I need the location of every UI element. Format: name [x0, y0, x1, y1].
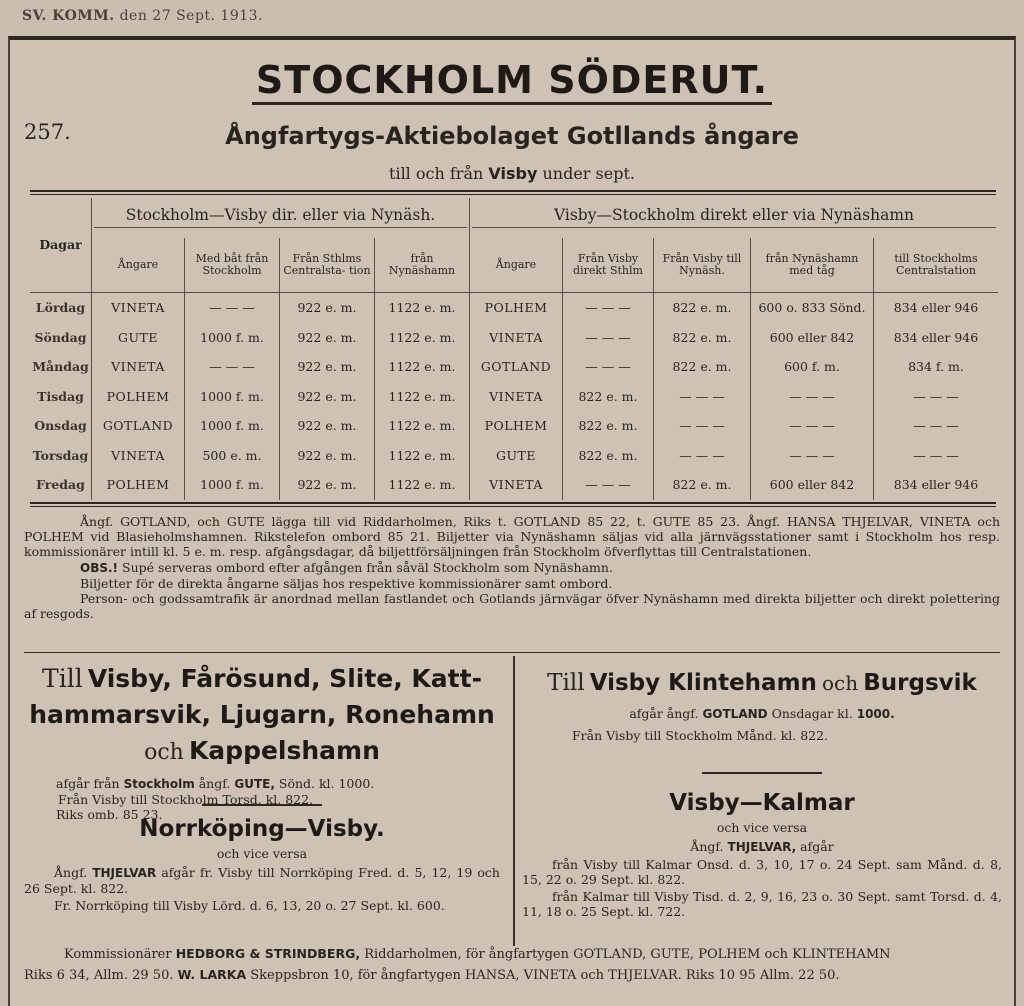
double-rule [30, 190, 996, 195]
left-short-rule [202, 804, 322, 806]
notes [24, 514, 1000, 621]
table-cell: 1122 e. m. [375, 411, 470, 441]
footer-line2: Riks 6 34, Allm. 29 50. W. LARKA Skeppsbron 10, för ångfartygen HANSA, VINETA och THJELVAR. Riks 10 95 Allm. 22 50. [24, 967, 840, 983]
column-header: Med båt från Stockholm [185, 238, 280, 293]
table-cell: VINETA [92, 441, 185, 471]
days-header: Dagar [30, 198, 92, 293]
column-header: till Stockholms Centralstation [874, 238, 999, 293]
table-cell: 822 e. m. [654, 352, 751, 382]
table-cell: POLHEM [470, 293, 563, 323]
table-cell: VINETA [470, 323, 563, 353]
table-row [30, 382, 998, 412]
table-row [30, 323, 998, 353]
table-cell: GOTLAND [92, 411, 185, 441]
table-cell: 1000 f. m. [185, 470, 280, 500]
table-cell: VINETA [92, 293, 185, 323]
table-cell: 1122 e. m. [375, 323, 470, 353]
table-bottom-rule [30, 502, 996, 507]
left-column [24, 662, 500, 822]
timetable [30, 198, 998, 500]
table-row [30, 470, 998, 500]
table-cell: — — — [751, 441, 874, 471]
route-visby-kalmar: Visby—Kalmar [669, 790, 855, 816]
table-cell: 922 e. m. [280, 411, 375, 441]
company-name: Ångfartygs-Aktiebolaget Gotllands ångare [225, 122, 799, 150]
table-cell: 822 e. m. [563, 441, 654, 471]
left-dest2: hammarsvik, Ljugarn, Ronehamn [29, 700, 495, 729]
right-route2-line1: från Visby till Kalmar Onsd. d. 3, 10, 17 o. 24 Sept. sam Månd. d. 8, 15, 22 o. 29 Sept. kl. 822. [522, 857, 1002, 887]
subtitle: till och från Visby under sept. [389, 164, 635, 183]
table-row [30, 293, 998, 323]
table-cell: — — — [185, 293, 280, 323]
table-cell: 1122 e. m. [375, 382, 470, 412]
route-norrkoping-visby: Norrköping—Visby. [139, 816, 385, 842]
table-row [30, 411, 998, 441]
column-header: Ångare [92, 238, 185, 293]
table-cell: — — — [913, 388, 959, 404]
table-cell: — — — [654, 382, 751, 412]
table-cell: 822 e. m. [563, 411, 654, 441]
table-cell: GOTLAND [470, 352, 563, 382]
table-cell: 600 f. m. [751, 352, 874, 382]
table-cell: 822 e. m. [654, 293, 751, 323]
table-cell: 822 e. m. [654, 323, 751, 353]
table-cell: 834 eller 946 [893, 329, 979, 345]
left-dest1: Visby, Fårösund, Slite, Katt- [87, 664, 482, 693]
table-cell: 1000 f. m. [185, 323, 280, 353]
table-cell: 1122 e. m. [375, 470, 470, 500]
table-cell: 834 eller 946 [893, 477, 979, 493]
table-cell: 600 o. 833 Sönd. [751, 293, 874, 323]
page-title: STOCKHOLM SÖDERUT. [10, 58, 1014, 102]
right-line2: Från Visby till Stockholm Månd. kl. 822. [572, 728, 829, 743]
right-dest2: Burgsvik [863, 670, 977, 696]
table-cell: POLHEM [470, 411, 563, 441]
table-cell: — — — [913, 418, 959, 434]
table-cell: 834 eller 946 [893, 300, 979, 316]
table-cell: POLHEM [92, 382, 185, 412]
table-cell: — — — [185, 352, 280, 382]
table-cell: 1122 e. m. [375, 352, 470, 382]
issue-date: den 27 Sept. 1913. [119, 8, 264, 24]
table-cell: — — — [563, 352, 654, 382]
table-cell: 1000 f. m. [185, 382, 280, 412]
table-cell: 1122 e. m. [375, 293, 470, 323]
left-dest3: Kappelshamn [188, 736, 380, 765]
note-traffic: Person- och godssamtrafik är anordnad mellan fastlandet och Gotlands järnvägar öfver Nynäshamn med direkta biljetter och direkt polettering af resgods. [24, 591, 1000, 622]
right-och: och [822, 671, 859, 695]
table-cell: — — — [654, 411, 751, 441]
left-vice-versa: och vice versa [216, 846, 308, 861]
table-cell: VINETA [470, 470, 563, 500]
column-header: Från Sthlms Centralsta- tion [280, 238, 375, 293]
table-cell: 834 f. m. [908, 359, 964, 375]
section-rule [24, 652, 1000, 653]
table-cell: — — — [751, 382, 874, 412]
table-cell: 600 eller 842 [751, 323, 874, 353]
paper-name: SV. KOMM. [22, 8, 115, 24]
right-route2 [522, 790, 1002, 919]
footer-line1: Kommissionärer HEDBORG & STRINDBERG, Riddarholmen, för ångfartygen GOTLAND, GUTE, POLHEM och KLINTEHAMN [64, 946, 891, 962]
group-inbound: Visby—Stockholm direkt eller via Nynäshamn [470, 198, 999, 238]
column-header: från Nynäshamn med tåg [751, 238, 874, 293]
day-cell: Söndag [30, 323, 92, 353]
right-till: Till [547, 670, 585, 696]
right-route2-line2: från Kalmar till Visby Tisd. d. 2, 9, 16, 23 o. 30 Sept. samt Torsd. d. 4, 11, 18 o. 25 Sept. kl. 722. [522, 889, 1002, 919]
note-berths: Ångf. GOTLAND, och GUTE lägga till vid Riddarholmen, Riks t. GOTLAND 85 22, t. GUTE 85 23. Ångf. HANSA THJELVAR, VINETA och POLHEM vid Blasieholmshamnen. Rikstelefon ombord 85 21. Biljetter via Nynäshamn säljas vid alla järnvägsstationer samt i Stockholm hos resp. kommissionärer intill kl. 5 e. m. resp. afgångsdagar, då biljettförsäljningen från Stockholm öfverflyttas till Centralstationen. [24, 514, 1000, 560]
table-cell: GUTE [92, 323, 185, 353]
left-route2-text: Ångf. THJELVAR afgår fr. Visby till Norrköping Fred. d. 5, 12, 19 och 26 Sept. kl. 822. [24, 865, 500, 896]
right-line1: afgår ångf. GOTLAND Onsdagar kl. 1000. [629, 706, 895, 721]
column-header: Från Visby till Nynäsh. [654, 238, 751, 293]
table-cell: VINETA [92, 352, 185, 382]
table-cell: 1000 f. m. [185, 411, 280, 441]
right-column [522, 668, 1002, 743]
masthead [22, 8, 263, 24]
right-vice-versa: och vice versa [716, 820, 808, 835]
table-cell: 822 e. m. [563, 382, 654, 412]
table-cell: VINETA [470, 382, 563, 412]
left-route2-line2: Fr. Norrköping till Visby Lörd. d. 6, 13, 20 o. 27 Sept. kl. 600. [54, 898, 445, 913]
left-schedule: afgår från Stockholm ångf. GUTE, Sönd. kl. 1000. Från Visby till Stockholm Torsd. kl. 822. Riks omb. 85 23. [56, 776, 375, 822]
right-short-rule [702, 772, 822, 774]
advertisement [8, 36, 1016, 1006]
day-cell: Fredag [30, 470, 92, 500]
table-cell: 1122 e. m. [375, 441, 470, 471]
table-cell: 922 e. m. [280, 382, 375, 412]
table-cell: — — — [654, 441, 751, 471]
table-cell: 922 e. m. [280, 352, 375, 382]
column-header: Från Visby direkt Sthlm [563, 238, 654, 293]
column-divider [513, 656, 515, 946]
table-cell: 922 e. m. [280, 323, 375, 353]
right-dest: Visby Klintehamn [589, 670, 817, 696]
table-cell: GUTE [470, 441, 563, 471]
left-till: Till [42, 664, 83, 693]
column-header: Ångare [470, 238, 563, 293]
table-cell: 922 e. m. [280, 441, 375, 471]
day-cell: Tisdag [30, 382, 92, 412]
table-cell: — — — [751, 411, 874, 441]
ad-number: 257. [24, 120, 71, 144]
table-cell: — — — [563, 293, 654, 323]
day-cell: Onsdag [30, 411, 92, 441]
footer [24, 944, 1000, 986]
table-cell: POLHEM [92, 470, 185, 500]
table-cell: — — — [563, 470, 654, 500]
left-och: och [144, 740, 184, 765]
note-obs: OBS.! Supé serveras ombord efter afgången från såväl Stockholm som Nynäshamn. [80, 559, 613, 575]
group-outbound: Stockholm—Visby dir. eller via Nynäsh. [92, 198, 470, 238]
table-cell: 500 e. m. [185, 441, 280, 471]
column-header: från Nynäshamn [375, 238, 470, 293]
table-cell: 922 e. m. [280, 293, 375, 323]
day-cell: Lördag [30, 293, 92, 323]
table-row [30, 441, 998, 471]
day-cell: Måndag [30, 352, 92, 382]
left-route2 [24, 816, 500, 913]
table-cell: 600 eller 842 [751, 470, 874, 500]
table-row [30, 352, 998, 382]
right-route2-ship: Ångf. THJELVAR, afgår [690, 839, 834, 854]
note-tickets: Biljetter för de direkta ångarne säljas hos respektive kommissionärer samt ombord. [80, 575, 613, 591]
day-cell: Torsdag [30, 441, 92, 471]
table-cell: 822 e. m. [654, 470, 751, 500]
table-cell: — — — [563, 323, 654, 353]
table-cell: 922 e. m. [280, 470, 375, 500]
table-cell: — — — [913, 447, 959, 463]
